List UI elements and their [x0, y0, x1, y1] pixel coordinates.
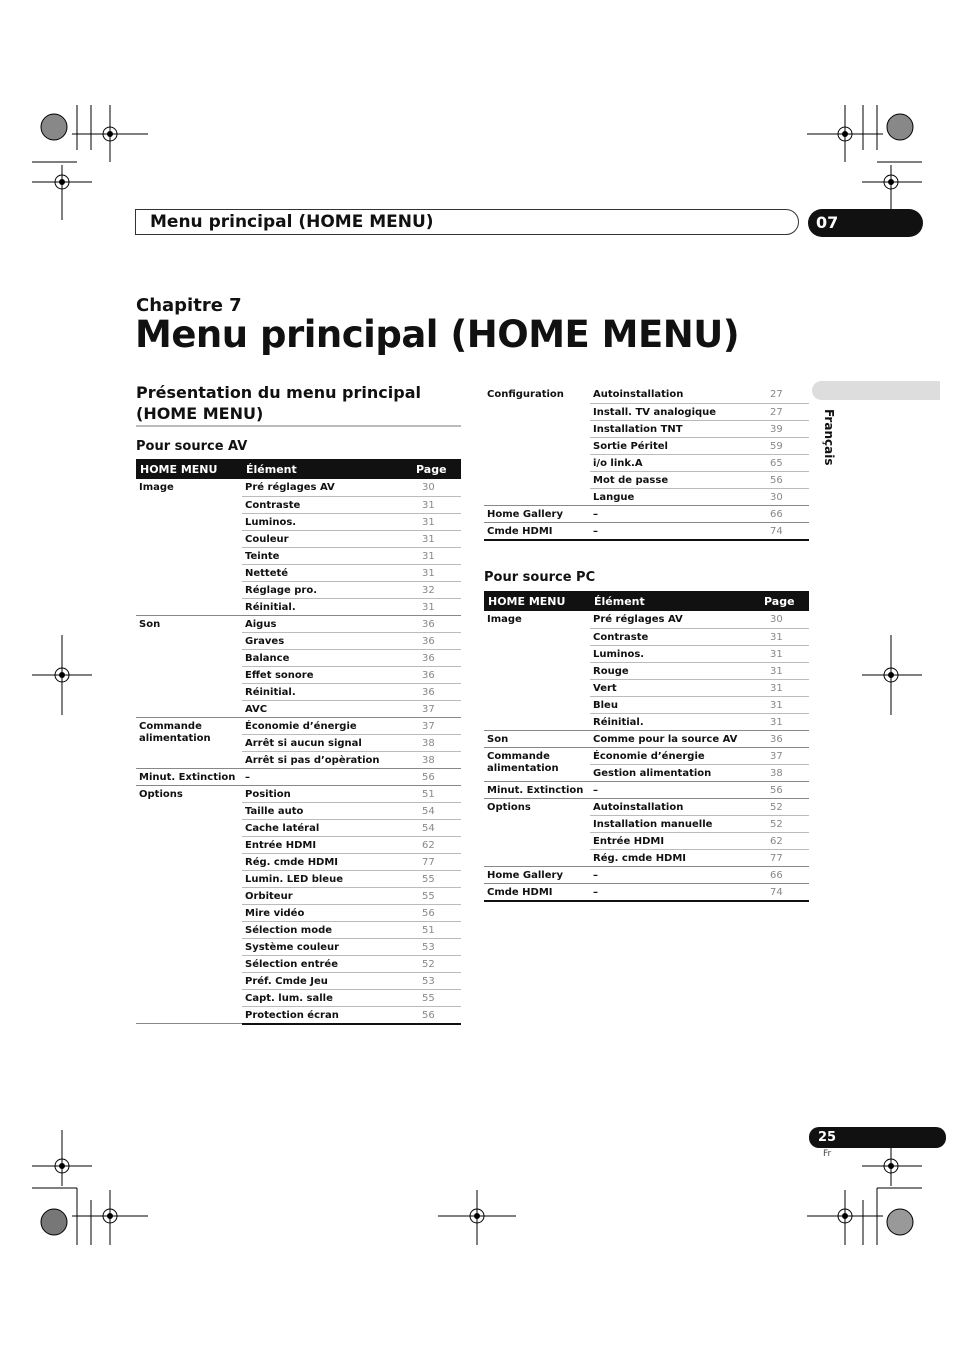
menu-item: –	[590, 883, 760, 901]
page-reference: 54	[412, 819, 461, 836]
menu-item: Netteté	[242, 564, 412, 581]
page-reference: 52	[412, 955, 461, 972]
menu-item: –	[590, 505, 760, 522]
page-reference: 30	[412, 479, 461, 496]
menu-item: Installation manuelle	[590, 815, 760, 832]
page-reference: 36	[412, 683, 461, 700]
table-row	[484, 386, 809, 403]
menu-item: –	[590, 781, 760, 798]
menu-item: Arrêt si pas d’opèration	[242, 751, 412, 768]
page-reference: 51	[412, 785, 461, 802]
page-reference: 59	[760, 437, 809, 454]
menu-item: Mot de passe	[590, 471, 760, 488]
pc-menu-table	[484, 591, 809, 902]
menu-item: –	[590, 522, 760, 540]
table-row	[136, 768, 461, 785]
table-row	[484, 866, 809, 883]
menu-item: –	[242, 768, 412, 785]
menu-item: Économie d’énergie	[590, 747, 760, 764]
page-reference: 53	[412, 972, 461, 989]
page-reference: 62	[412, 836, 461, 853]
menu-item: Sélection mode	[242, 921, 412, 938]
language-tab	[812, 381, 940, 400]
menu-item: Système couleur	[242, 938, 412, 955]
page-reference: 56	[760, 471, 809, 488]
page-reference: 52	[760, 798, 809, 815]
page-reference: 55	[412, 989, 461, 1006]
page-reference: 31	[412, 496, 461, 513]
page-title: Menu principal (HOME MENU)	[135, 313, 740, 356]
table-row	[484, 781, 809, 798]
menu-category: Configuration	[484, 386, 590, 505]
page-reference: 39	[760, 420, 809, 437]
page-reference: 52	[760, 815, 809, 832]
table-row	[136, 717, 461, 734]
menu-item: –	[590, 866, 760, 883]
av-menu-table-continued	[484, 386, 809, 541]
page-reference: 36	[412, 632, 461, 649]
menu-category: Minut. Extinction	[484, 781, 590, 798]
menu-item: Bleu	[590, 696, 760, 713]
menu-item: Entrée HDMI	[242, 836, 412, 853]
table-row	[136, 615, 461, 632]
menu-item: Réglage pro.	[242, 581, 412, 598]
menu-item: Économie d’énergie	[242, 717, 412, 734]
menu-item: Langue	[590, 488, 760, 505]
menu-category: Commande alimentation	[136, 717, 242, 768]
menu-item: Pré réglages AV	[590, 611, 760, 628]
table-row	[484, 798, 809, 815]
table-row	[484, 747, 809, 764]
page-reference: 31	[760, 645, 809, 662]
page-reference: 32	[412, 581, 461, 598]
table-row	[484, 730, 809, 747]
menu-item: Protection écran	[242, 1006, 412, 1024]
menu-item: AVC	[242, 700, 412, 717]
column-header-home-menu: HOME MENU	[136, 459, 242, 479]
table-row	[136, 785, 461, 802]
page-reference: 53	[412, 938, 461, 955]
menu-category: Image	[484, 611, 590, 730]
menu-item: Réinitial.	[242, 598, 412, 615]
menu-category: Cmde HDMI	[484, 883, 590, 901]
page-reference: 31	[412, 530, 461, 547]
table-row	[484, 505, 809, 522]
menu-item: Réinitial.	[242, 683, 412, 700]
chapter-number-badge: 07	[808, 209, 923, 237]
menu-category: Minut. Extinction	[136, 768, 242, 785]
av-menu-table	[136, 459, 461, 1025]
menu-item: Cache latéral	[242, 819, 412, 836]
column-header-home-menu: HOME MENU	[484, 591, 590, 611]
column-header-element: Élément	[590, 591, 760, 611]
page-reference: 27	[760, 403, 809, 420]
page-reference: 66	[760, 505, 809, 522]
menu-item: Taille auto	[242, 802, 412, 819]
page-reference: 65	[760, 454, 809, 471]
menu-category: Son	[136, 615, 242, 717]
page-reference: 38	[412, 734, 461, 751]
table-row	[484, 522, 809, 540]
menu-item: Luminos.	[590, 645, 760, 662]
menu-category: Options	[136, 785, 242, 1024]
page-reference: 31	[760, 679, 809, 696]
page-reference: 31	[412, 513, 461, 530]
page-reference: 51	[412, 921, 461, 938]
page-reference: 62	[760, 832, 809, 849]
menu-item: Sortie Péritel	[590, 437, 760, 454]
chapter-label: Chapitre 7	[136, 295, 242, 316]
menu-item: Autoinstallation	[590, 798, 760, 815]
menu-item: Préf. Cmde Jeu	[242, 972, 412, 989]
page-reference: 54	[412, 802, 461, 819]
page-reference: 77	[412, 853, 461, 870]
page-reference: 77	[760, 849, 809, 866]
page-reference: 36	[412, 615, 461, 632]
page-reference: 30	[760, 488, 809, 505]
page-reference: 56	[412, 1006, 461, 1024]
menu-item: Vert	[590, 679, 760, 696]
page-reference: 31	[412, 564, 461, 581]
page-reference: 55	[412, 887, 461, 904]
menu-item: Teinte	[242, 547, 412, 564]
page-number: 25	[818, 1130, 837, 1145]
table-row	[136, 479, 461, 496]
column-header-page: Page	[760, 591, 809, 611]
menu-item: Luminos.	[242, 513, 412, 530]
page-reference: 31	[760, 696, 809, 713]
menu-item: Rég. cmde HDMI	[590, 849, 760, 866]
page-reference: 31	[760, 713, 809, 730]
column-header-element: Élément	[242, 459, 412, 479]
menu-item: Gestion alimentation	[590, 764, 760, 781]
menu-item: Réinitial.	[590, 713, 760, 730]
menu-category: Commande alimentation	[484, 747, 590, 781]
menu-item: Pré réglages AV	[242, 479, 412, 496]
menu-item: Effet sonore	[242, 666, 412, 683]
menu-item: Entrée HDMI	[590, 832, 760, 849]
menu-item: Aigus	[242, 615, 412, 632]
page-reference: 74	[760, 883, 809, 901]
section-title: Présentation du menu principal (HOME MENU)	[136, 383, 421, 423]
page-reference: 66	[760, 866, 809, 883]
page-reference: 37	[760, 747, 809, 764]
menu-category: Home Gallery	[484, 505, 590, 522]
page-reference: 27	[760, 386, 809, 403]
page-reference: 36	[412, 666, 461, 683]
header-title: Menu principal (HOME MENU)	[150, 212, 434, 232]
menu-item: Comme pour la source AV	[590, 730, 760, 747]
page-reference: 56	[760, 781, 809, 798]
table-row	[484, 611, 809, 628]
menu-item: Arrêt si aucun signal	[242, 734, 412, 751]
language-label: Français	[822, 409, 836, 466]
page-reference: 31	[760, 662, 809, 679]
page-reference: 36	[412, 649, 461, 666]
menu-item: Install. TV analogique	[590, 403, 760, 420]
menu-item: Sélection entrée	[242, 955, 412, 972]
menu-item: Contraste	[242, 496, 412, 513]
page-reference: 74	[760, 522, 809, 540]
pc-heading: Pour source PC	[484, 570, 596, 585]
page-reference: 31	[412, 598, 461, 615]
page-reference: 56	[412, 768, 461, 785]
section-divider	[136, 425, 461, 427]
menu-item: i/o link.A	[590, 454, 760, 471]
page-reference: 31	[412, 547, 461, 564]
menu-category: Options	[484, 798, 590, 866]
menu-item: Graves	[242, 632, 412, 649]
menu-category: Cmde HDMI	[484, 522, 590, 540]
menu-item: Orbiteur	[242, 887, 412, 904]
menu-item: Autoinstallation	[590, 386, 760, 403]
table-row	[484, 883, 809, 901]
menu-item: Balance	[242, 649, 412, 666]
menu-item: Capt. lum. salle	[242, 989, 412, 1006]
page-reference: 38	[412, 751, 461, 768]
page-reference: 36	[760, 730, 809, 747]
menu-category: Home Gallery	[484, 866, 590, 883]
menu-item: Position	[242, 785, 412, 802]
menu-item: Mire vidéo	[242, 904, 412, 921]
menu-item: Rouge	[590, 662, 760, 679]
page-reference: 56	[412, 904, 461, 921]
page-reference: 37	[412, 700, 461, 717]
column-header-page: Page	[412, 459, 461, 479]
page-language-code: Fr	[823, 1149, 832, 1159]
av-heading: Pour source AV	[136, 439, 248, 454]
page-reference: 55	[412, 870, 461, 887]
menu-item: Couleur	[242, 530, 412, 547]
menu-category: Son	[484, 730, 590, 747]
page-reference: 31	[760, 628, 809, 645]
page-reference: 30	[760, 611, 809, 628]
menu-item: Rég. cmde HDMI	[242, 853, 412, 870]
page-reference: 38	[760, 764, 809, 781]
menu-item: Contraste	[590, 628, 760, 645]
menu-item: Installation TNT	[590, 420, 760, 437]
menu-category: Image	[136, 479, 242, 615]
page-reference: 37	[412, 717, 461, 734]
menu-item: Lumin. LED bleue	[242, 870, 412, 887]
